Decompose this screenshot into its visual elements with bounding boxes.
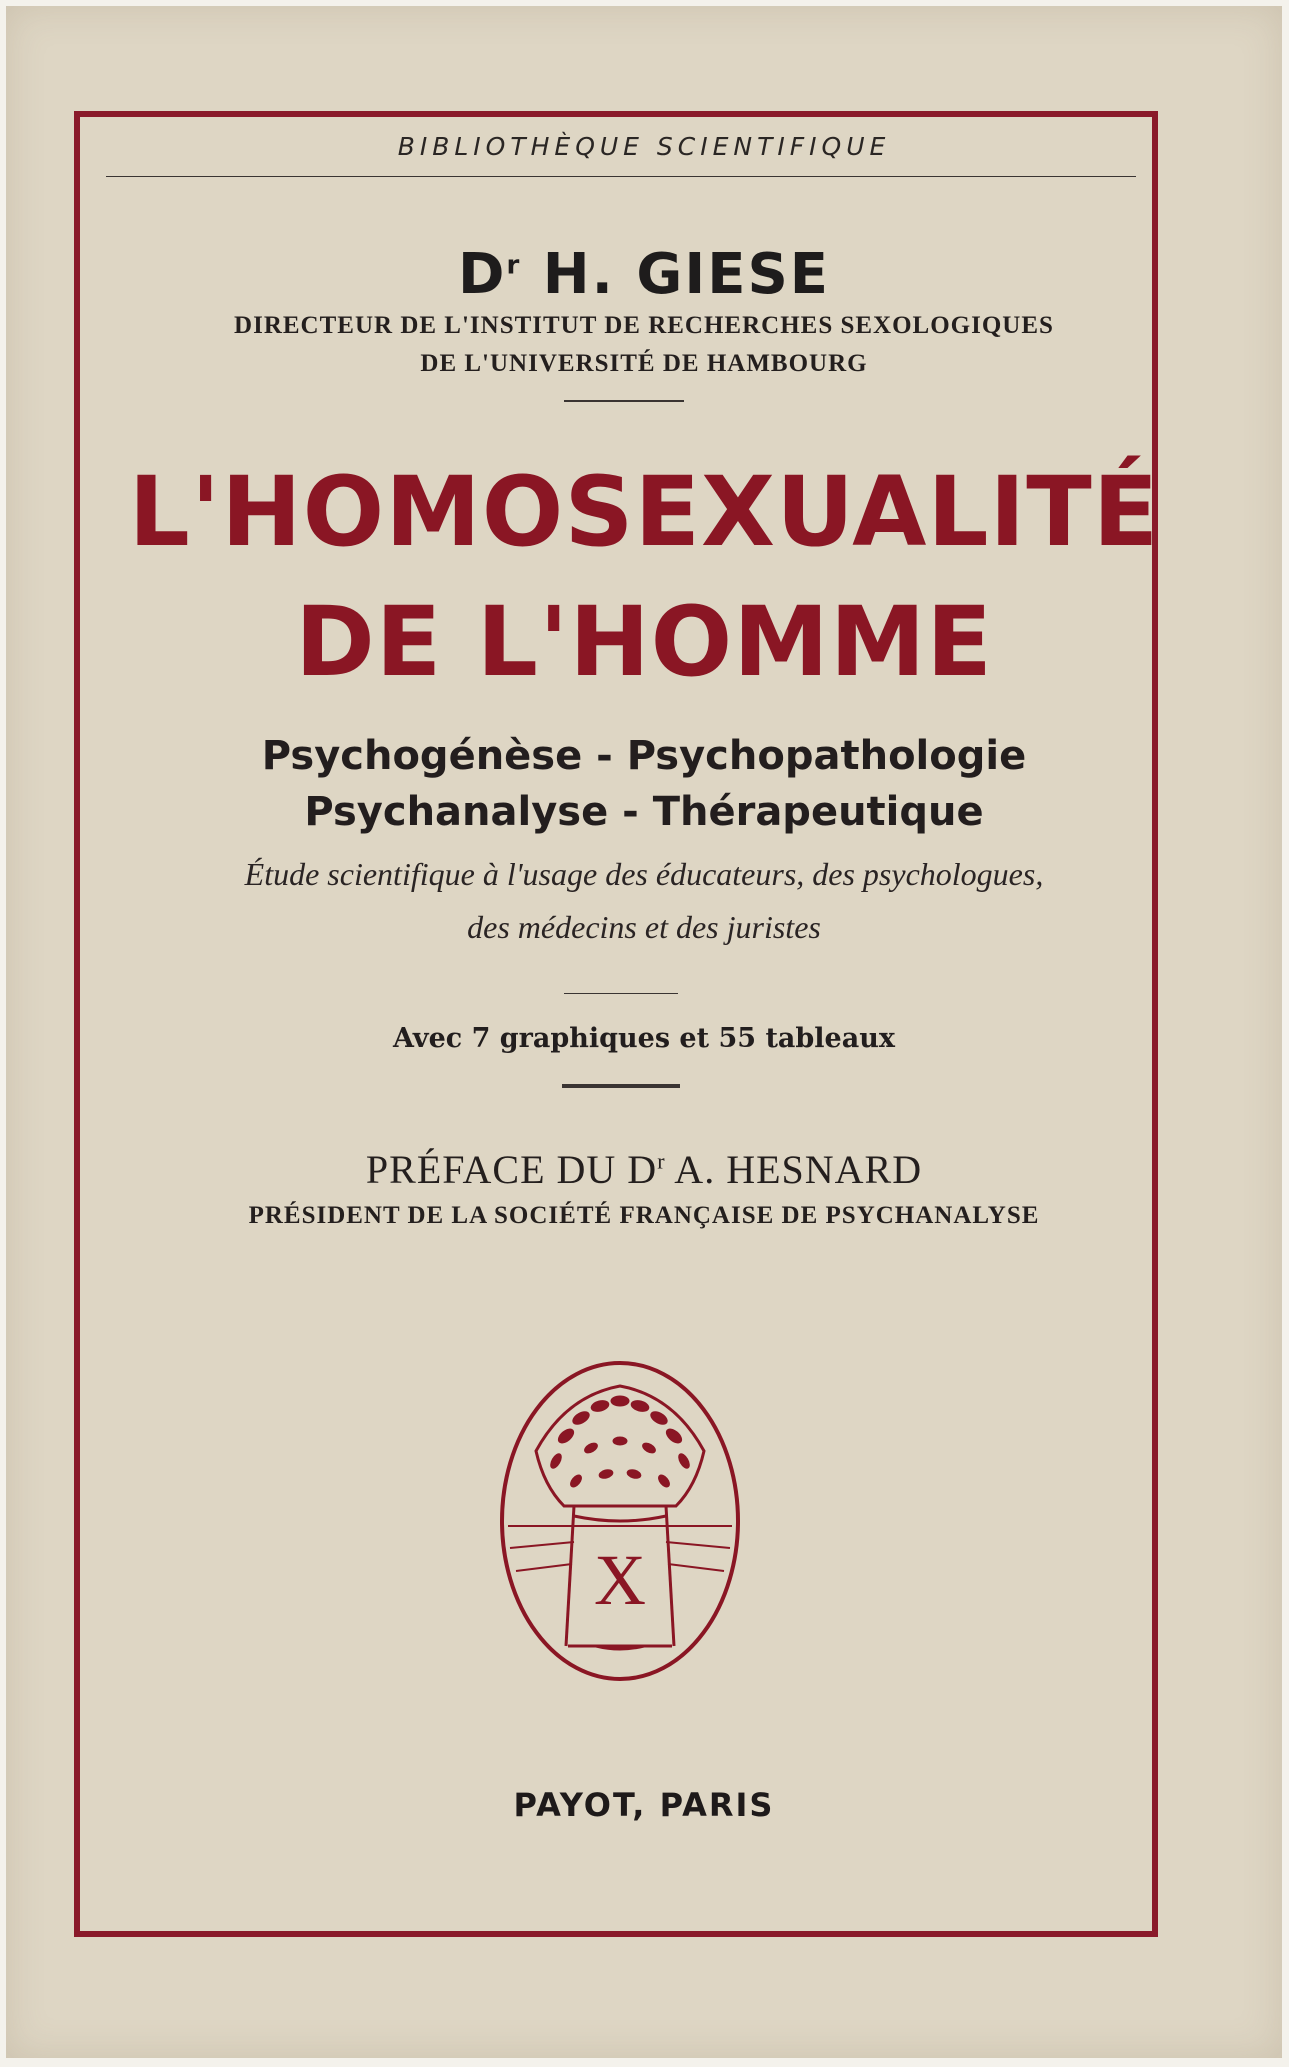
preface-line bbox=[6, 1146, 1282, 1193]
subtitle-line-2: Psychanalyse - Thérapeutique bbox=[304, 789, 984, 835]
author-surname: H. GIESE bbox=[521, 242, 831, 307]
figures-rule bbox=[562, 1084, 680, 1088]
author-prefix: D bbox=[457, 242, 507, 307]
subtitle-line-1: Psychogénèse - Psychopathologie bbox=[261, 733, 1027, 779]
preface-sup: r bbox=[657, 1148, 666, 1174]
preface-author-role: PRÉSIDENT DE LA SOCIÉTÉ FRANÇAISE DE PSYCHANALYSE bbox=[248, 1202, 1040, 1229]
publisher-name: PAYOT, PARIS bbox=[513, 1786, 775, 1824]
description-rule bbox=[564, 993, 678, 994]
figures-note: Avec 7 graphiques et 55 tableaux bbox=[393, 1023, 895, 1054]
series-rule bbox=[106, 176, 1136, 177]
affiliation-rule bbox=[564, 400, 684, 402]
author-affiliation-1: DIRECTEUR DE L'INSTITUT DE RECHERCHES SEXOLOGIQUES bbox=[234, 312, 1054, 339]
description-line-2: des médecins et des juristes bbox=[467, 909, 821, 945]
book-cover bbox=[6, 6, 1282, 2058]
book-title-line-1: L'HOMOSEXUALITÉ bbox=[128, 456, 1160, 568]
preface-prefix: PRÉFACE DU D bbox=[365, 1147, 658, 1192]
author-prefix-sup: r bbox=[506, 250, 522, 281]
author-affiliation-2: DE L'UNIVERSITÉ DE HAMBOURG bbox=[420, 350, 868, 377]
description-line-1: Étude scientifique à l'usage des éducateurs, des psychologues, bbox=[244, 856, 1044, 892]
book-title-line-2: DE L'HOMME bbox=[295, 586, 993, 698]
preface-name: A. HESNARD bbox=[665, 1147, 923, 1192]
author-name bbox=[6, 242, 1282, 307]
series-title: BIBLIOTHÈQUE SCIENTIFIQUE bbox=[397, 132, 891, 161]
publisher-emblem-icon bbox=[496, 1356, 744, 1686]
emblem-monogram: X bbox=[594, 1540, 646, 1620]
